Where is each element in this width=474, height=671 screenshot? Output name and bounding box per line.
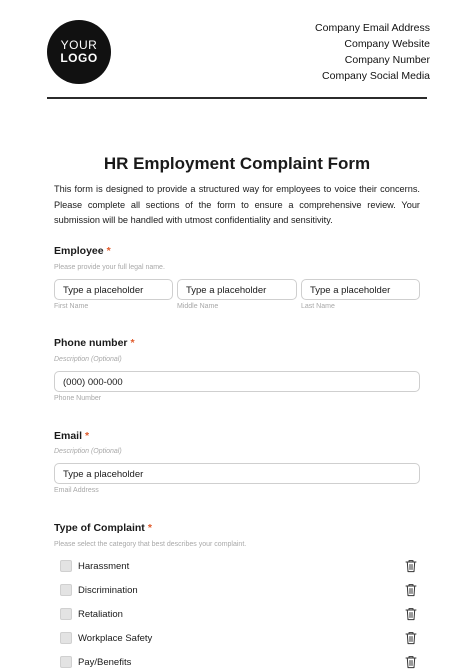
logo-line-1: YOUR: [60, 38, 98, 53]
header-divider: [47, 97, 427, 99]
trash-icon[interactable]: [405, 583, 417, 597]
required-mark: *: [130, 337, 135, 349]
complaint-option: [60, 606, 420, 622]
email-label: [54, 430, 89, 442]
middle-name-sublabel: Middle Name: [177, 303, 219, 310]
complaint-option: [60, 582, 420, 598]
last-name-sublabel: Last Name: [301, 303, 335, 310]
complaint-type-label: [54, 522, 152, 534]
employee-label: [54, 245, 111, 257]
checkbox[interactable]: [60, 560, 72, 572]
email-hint: Description (Optional): [54, 448, 122, 455]
phone-label-text: Phone number: [54, 337, 128, 349]
company-number: Company Number: [344, 54, 430, 66]
checkbox[interactable]: [60, 656, 72, 668]
option-label: Discrimination: [78, 584, 138, 596]
company-website: Company Website: [344, 38, 430, 50]
form-title: HR Employment Complaint Form: [103, 154, 371, 173]
checkbox[interactable]: [60, 632, 72, 644]
email-input[interactable]: Type a placeholder: [54, 463, 420, 484]
trash-icon[interactable]: [405, 655, 417, 669]
complaint-type-hint: Please select the category that best describes your complaint.: [54, 541, 247, 548]
middle-name-input[interactable]: Type a placeholder: [177, 279, 297, 300]
complaint-type-label-text: Type of Complaint: [54, 522, 145, 534]
option-label: Retaliation: [78, 608, 123, 620]
checkbox[interactable]: [60, 584, 72, 596]
last-name-input[interactable]: Type a placeholder: [301, 279, 420, 300]
phone-number-sublabel: Phone Number: [54, 395, 102, 402]
employee-hint: Please provide your full legal name.: [54, 264, 165, 271]
company-logo: [47, 20, 111, 84]
option-label: Harassment: [78, 560, 130, 572]
trash-icon[interactable]: [405, 631, 417, 645]
phone-number-input[interactable]: (000) 000-000: [54, 371, 420, 392]
employee-label-text: Employee: [54, 245, 104, 257]
first-name-sublabel: First Name: [54, 303, 89, 310]
trash-icon[interactable]: [405, 559, 417, 573]
form-intro: This form is designed to provide a structured way for employees to voice their concerns. Please complete all sections of the form to ensure a comprehensive review. Your submission will be handled with utmost confidentiality and sensitivity.: [54, 184, 420, 226]
complaint-option: [60, 654, 420, 670]
trash-icon[interactable]: [405, 607, 417, 621]
complaint-option: [60, 630, 420, 646]
complaint-option: [60, 558, 420, 574]
required-mark: *: [106, 245, 111, 257]
phone-label: [54, 337, 135, 349]
company-email: Company Email Address: [315, 22, 430, 34]
checkbox[interactable]: [60, 608, 72, 620]
option-label: Pay/Benefits: [78, 656, 132, 668]
email-label-text: Email: [54, 430, 83, 442]
required-mark: *: [147, 522, 152, 534]
logo-line-2: LOGO: [60, 51, 98, 65]
company-social: Company Social Media: [322, 70, 430, 82]
phone-hint: Description (Optional): [54, 356, 122, 363]
required-mark: *: [85, 430, 90, 442]
option-label: Workplace Safety: [78, 632, 153, 644]
email-sublabel: Email Address: [54, 487, 99, 494]
first-name-input[interactable]: Type a placeholder: [54, 279, 173, 300]
company-info: [315, 20, 430, 84]
